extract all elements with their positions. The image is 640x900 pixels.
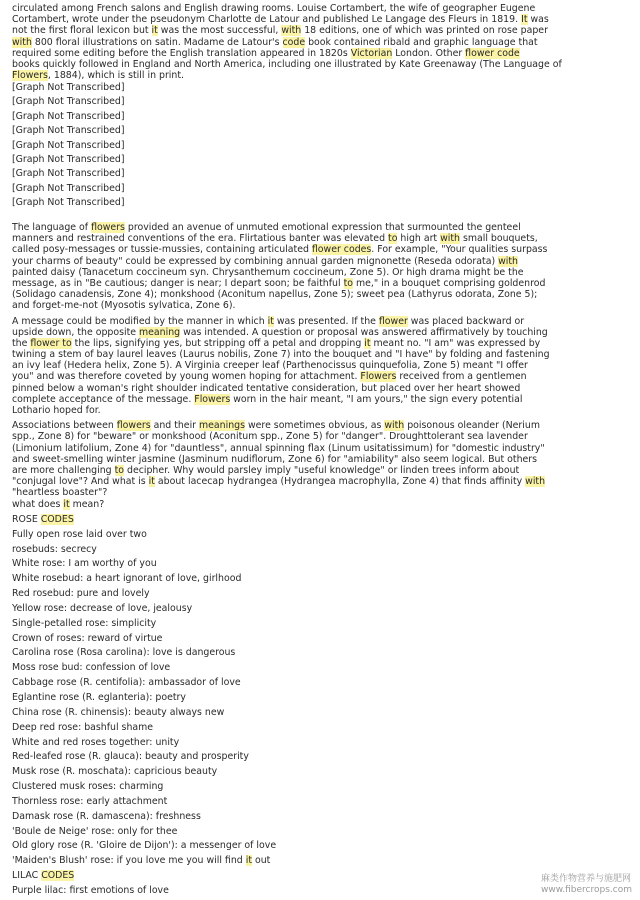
text-run: was bbox=[527, 14, 549, 26]
text-line bbox=[12, 300, 636, 311]
text-run: Cortambert, wrote under the pseudonym Charlotte de Latour and published Le Langage des Fleurs in 1819. bbox=[12, 14, 522, 26]
text-line bbox=[12, 394, 636, 405]
text-run: books quickly followed in England and North America, including one illustrated by Kate Greenaway (The Language of bbox=[12, 58, 562, 70]
text-run: are more challenging bbox=[12, 464, 115, 476]
graph-placeholder: [Graph Not Transcribed] bbox=[12, 125, 125, 137]
text-run: manners and restrained conventions of the era. Flirtatious banter was elevated bbox=[12, 233, 389, 245]
code-list-item bbox=[12, 677, 636, 692]
text-line bbox=[12, 59, 636, 70]
highlighted-term: flower bbox=[378, 315, 408, 327]
code-list-item bbox=[12, 781, 636, 796]
code-list-item bbox=[12, 707, 636, 722]
highlighted-term: code bbox=[282, 36, 306, 48]
highlighted-term: with bbox=[440, 233, 460, 245]
text-run: upside down, the opposite bbox=[12, 326, 139, 338]
graph-placeholder: [Graph Not Transcribed] bbox=[12, 182, 125, 194]
highlighted-term: to bbox=[388, 233, 398, 245]
text-run: Crown of roses: reward of virtue bbox=[12, 632, 163, 644]
text-run: (Limonium latifolium, Zone 4) for "dauntless", annual spinning flax (Linum usitatissimum) for "domestic industry" bbox=[12, 442, 545, 454]
highlighted-term: with bbox=[281, 25, 302, 37]
code-list-item bbox=[12, 514, 636, 529]
text-run: 18 editions, one of which was printed on rose paper bbox=[301, 25, 548, 37]
code-list-item bbox=[12, 737, 636, 752]
highlighted-term: it bbox=[63, 499, 70, 510]
text-run: small bouquets, bbox=[459, 233, 538, 245]
text-line bbox=[12, 465, 636, 476]
highlighted-term: with bbox=[12, 36, 32, 48]
text-line bbox=[12, 256, 636, 267]
text-line bbox=[12, 405, 636, 416]
paragraph bbox=[12, 222, 636, 312]
highlighted-term: Victorian bbox=[350, 47, 393, 59]
code-list-item bbox=[12, 618, 636, 633]
graph-placeholder-list bbox=[12, 82, 636, 212]
code-list-item bbox=[12, 811, 636, 826]
text-run: what does bbox=[12, 499, 64, 510]
text-run: mean? bbox=[69, 499, 105, 510]
text-run: White rosebud: a heart ignorant of love, girlhood bbox=[12, 573, 242, 585]
text-line bbox=[12, 25, 636, 36]
text-line bbox=[12, 454, 636, 465]
highlighted-term: with bbox=[498, 255, 518, 267]
highlighted-term: to bbox=[343, 277, 353, 289]
text-run: called posy-messages or tussie-mussies, containing articulated bbox=[12, 244, 312, 256]
text-run: and their bbox=[150, 420, 200, 432]
text-run: was presented. If the bbox=[273, 315, 379, 327]
text-run: LILAC bbox=[12, 870, 42, 882]
text-line bbox=[12, 3, 636, 14]
text-run: book contained ribald and graphic language that bbox=[305, 36, 538, 48]
text-run: high art bbox=[397, 233, 441, 245]
code-list-item bbox=[12, 766, 636, 781]
text-run: Carolina rose (Rosa carolina): love is dangerous bbox=[12, 647, 236, 659]
text-run: message, as in "Be cautious; danger is near; I depart soon; be faithful bbox=[12, 277, 344, 289]
graph-placeholder: [Graph Not Transcribed] bbox=[12, 96, 125, 108]
text-run: the bbox=[12, 337, 31, 349]
text-run: pinned below a woman's right shoulder indicated tentative consideration, but placed over her heart showed bbox=[12, 382, 521, 394]
highlighted-term: with bbox=[384, 420, 405, 432]
text-run: 'Boule de Neige' rose: only for thee bbox=[12, 825, 178, 837]
text-run: Purple lilac: first emotions of love bbox=[12, 884, 169, 896]
text-line bbox=[12, 14, 636, 25]
text-run: me," in a bouquet comprising goldenrod bbox=[352, 277, 546, 289]
text-run: Thornless rose: early attachment bbox=[12, 795, 168, 807]
text-run: Single-petalled rose: simplicity bbox=[12, 617, 157, 629]
code-list-item bbox=[12, 603, 636, 618]
text-line bbox=[12, 349, 636, 360]
text-line bbox=[12, 443, 636, 454]
text-run: meant no. "I am" was expressed by bbox=[370, 337, 541, 349]
text-run: China rose (R. chinensis): beauty always new bbox=[12, 706, 225, 718]
text-line bbox=[12, 70, 636, 81]
text-run: spp., Zone 8) for "beware" or monkshood (Aconitum spp., Zone 5) for "danger". Droughttolerant sea lavender bbox=[12, 431, 528, 443]
text-run: Damask rose (R. damascena): freshness bbox=[12, 810, 201, 822]
text-line bbox=[12, 327, 636, 338]
text-run: out bbox=[252, 855, 271, 867]
text-run: not the first floral lexicon but bbox=[12, 25, 152, 37]
code-list-item bbox=[12, 588, 636, 603]
text-run: your charms of beauty" could be expressed by combining annual garden mignonette (Reseda odorata) bbox=[12, 255, 499, 267]
code-list-item bbox=[12, 633, 636, 648]
graph-placeholder: [Graph Not Transcribed] bbox=[12, 168, 125, 180]
text-run: and forget-me-not (Myosotis sylvatica, Zone 6). bbox=[12, 300, 236, 312]
text-line bbox=[12, 37, 636, 48]
text-run: Old glory rose (R. 'Gloire de Dijon'): a messenger of love bbox=[12, 840, 277, 852]
highlighted-term: Flowers bbox=[360, 371, 397, 383]
text-run: White and red roses together: unity bbox=[12, 736, 180, 748]
text-run: Yellow rose: decrease of love, jealousy bbox=[12, 602, 193, 614]
text-run: were sometimes obvious, as bbox=[245, 420, 385, 432]
text-line bbox=[12, 487, 636, 498]
text-run: Lothario hoped for. bbox=[12, 405, 101, 416]
text-line bbox=[12, 289, 636, 300]
code-list-item bbox=[12, 796, 636, 811]
text-run: an ivy leaf (Hedera helix, Zone 5). A Virginia creeper leaf (Parthenocissus quinquefolia, Zone 5) meant "I offer bbox=[12, 360, 528, 372]
highlighted-term: with bbox=[525, 476, 546, 488]
graph-placeholder: [Graph Not Transcribed] bbox=[12, 82, 125, 93]
code-list-item bbox=[12, 499, 636, 514]
text-line bbox=[12, 383, 636, 394]
highlighted-term: flower to bbox=[30, 337, 72, 349]
code-list-item bbox=[12, 529, 636, 544]
graph-placeholder: [Graph Not Transcribed] bbox=[12, 139, 125, 151]
highlighted-term: flowers bbox=[91, 222, 125, 233]
highlighted-term: it bbox=[364, 337, 371, 349]
text-run: A message could be modified by the manner in which bbox=[12, 315, 268, 327]
highlighted-term: to bbox=[114, 464, 125, 476]
text-line bbox=[12, 360, 636, 371]
text-line bbox=[12, 267, 636, 278]
code-list-item bbox=[12, 692, 636, 707]
text-run: "conjugal love"? And what is bbox=[12, 476, 149, 488]
code-list-item bbox=[12, 722, 636, 737]
text-run: provided an avenue of unmuted emotional expression that surmounted the genteel bbox=[124, 222, 521, 233]
text-run: 800 floral illustrations on satin. Madame de Latour's bbox=[31, 36, 283, 48]
text-run: about lacecap hydrangea (Hydrangea macrophylla, Zone 4) that finds affinity bbox=[154, 476, 526, 488]
text-run: Fully open rose laid over two bbox=[12, 528, 147, 540]
code-list-item bbox=[12, 544, 636, 559]
text-run: "heartless boaster"? bbox=[12, 487, 108, 499]
text-line bbox=[12, 371, 636, 382]
text-run: was placed backward or bbox=[407, 315, 525, 327]
graph-placeholder: [Graph Not Transcribed] bbox=[12, 110, 125, 122]
text-run: Deep red rose: bashful shame bbox=[12, 721, 154, 733]
text-run: London. Other bbox=[392, 47, 466, 59]
text-run: rosebuds: secrecy bbox=[12, 543, 97, 555]
text-line bbox=[12, 244, 636, 255]
text-line bbox=[12, 431, 636, 442]
highlighted-term: It bbox=[521, 14, 528, 26]
code-list-item bbox=[12, 840, 636, 855]
text-run: circulated among French salons and English drawing rooms. Louise Cortambert, the wife of geographer Eugene bbox=[12, 3, 536, 14]
text-line bbox=[12, 233, 636, 244]
text-run: Musk rose (R. moschata): capricious beauty bbox=[12, 766, 218, 778]
text-run: White rose: I am worthy of you bbox=[12, 558, 157, 570]
body-paragraphs bbox=[12, 222, 636, 499]
text-line bbox=[12, 338, 636, 349]
text-run: Eglantine rose (R. eglanteria): poetry bbox=[12, 691, 186, 703]
text-line bbox=[12, 316, 636, 327]
text-run: you" and was therefore coveted by young women hoping for attachment. bbox=[12, 371, 361, 383]
code-list-item bbox=[12, 647, 636, 662]
text-line bbox=[12, 476, 636, 487]
highlighted-term: flowers bbox=[116, 420, 151, 432]
text-run: poisonous oleander (Nerium bbox=[404, 420, 540, 432]
highlighted-term: flower codes bbox=[311, 244, 372, 256]
text-run: , 1884), which is still in print. bbox=[47, 70, 185, 82]
text-run: Red-leafed rose (R. glauca): beauty and prosperity bbox=[12, 751, 249, 763]
code-list-item bbox=[12, 573, 636, 588]
code-list-item bbox=[12, 558, 636, 573]
text-line bbox=[12, 48, 636, 59]
text-run: Clustered musk roses: charming bbox=[12, 781, 164, 793]
text-line bbox=[12, 278, 636, 289]
highlighted-term: CODES bbox=[41, 870, 75, 882]
highlighted-term: it bbox=[245, 855, 252, 867]
text-run: worn in the hair meant, "I am yours," the sign every potential bbox=[230, 393, 523, 405]
highlighted-term: meaning bbox=[139, 326, 181, 338]
text-run: (Solidago canadensis, Zone 4); monkshood (Aconitum napellus, Zone 5); sweet pea (Lathyrus odorata, Zone 5); bbox=[12, 289, 538, 301]
text-run: was intended. A question or proposal was answered affirmatively by touching bbox=[180, 326, 548, 338]
graph-placeholder: [Graph Not Transcribed] bbox=[12, 197, 125, 209]
text-run: painted daisy (Tanacetum coccineum syn. Chrysanthemum coccineum, Zone 5). Or high drama might be the bbox=[12, 266, 524, 278]
highlighted-term: Flowers bbox=[12, 70, 48, 82]
highlighted-term: flower code bbox=[465, 47, 520, 59]
highlighted-term: it bbox=[148, 476, 155, 488]
site-watermark: 麻类作物营养与施肥网 www.fibercrops.com bbox=[541, 873, 632, 895]
paragraph bbox=[12, 316, 636, 417]
code-list-item bbox=[12, 826, 636, 841]
code-list-item bbox=[12, 855, 636, 870]
text-run: was the most successful, bbox=[157, 25, 282, 37]
text-run: 'Maiden's Blush' rose: if you love me you will find bbox=[12, 855, 246, 867]
highlighted-term: meanings bbox=[199, 420, 245, 432]
highlighted-term: Flowers bbox=[194, 393, 231, 405]
text-run: Cabbage rose (R. centifolia): ambassador of love bbox=[12, 677, 241, 689]
text-run: the lips, signifying yes, but stripping off a petal and dropping bbox=[71, 337, 365, 349]
highlighted-term: it bbox=[151, 25, 158, 37]
text-line bbox=[12, 420, 636, 431]
text-run: received from a gentlemen bbox=[396, 371, 527, 383]
code-list-item bbox=[12, 662, 636, 677]
text-run: twining a stem of bay laurel leaves (Laurus nobilis, Zone 7) into the bouquet and "I have" by folding and fastening bbox=[12, 349, 550, 361]
text-run: required some editing before the English translation appeared in 1820s bbox=[12, 47, 351, 59]
code-list-item bbox=[12, 751, 636, 766]
text-line bbox=[12, 222, 636, 233]
intro-paragraph bbox=[12, 3, 636, 81]
text-run: complete acceptance of the message. bbox=[12, 393, 195, 405]
text-run: ROSE bbox=[12, 513, 41, 525]
text-run: Red rosebud: pure and lovely bbox=[12, 588, 150, 600]
text-run: The language of bbox=[12, 222, 92, 233]
highlighted-term: CODES bbox=[40, 513, 74, 525]
text-run: . For example, "Your qualities surpass bbox=[371, 244, 548, 256]
paragraph bbox=[12, 420, 636, 498]
rose-codes-list bbox=[12, 499, 636, 900]
text-run: decipher. Why would parsley imply "useful knowledge" or linden trees inform about bbox=[124, 464, 520, 476]
text-run: Moss rose bud: confession of love bbox=[12, 662, 171, 674]
highlighted-term: it bbox=[267, 315, 274, 327]
text-run: and sweet-smelling winter jasmine (Jasminum nudiflorum, Zone 6) for "amiability" also seem logical. But others bbox=[12, 453, 538, 465]
text-run: Associations between bbox=[12, 420, 117, 432]
graph-placeholder: [Graph Not Transcribed] bbox=[12, 153, 125, 165]
